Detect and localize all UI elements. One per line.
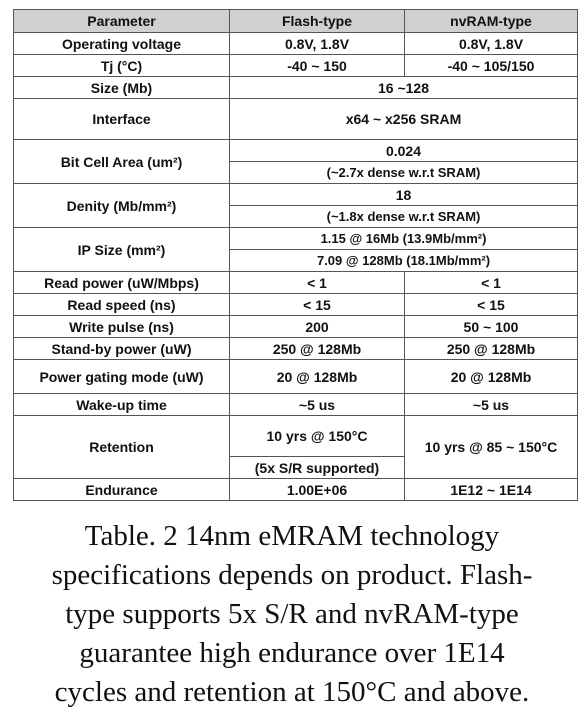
row-power-gating — [14, 360, 578, 394]
flash-cell: ~5 us — [230, 394, 405, 416]
caption-line: cycles and retention at 150°C and above. — [54, 676, 530, 708]
row-label: Bit Cell Area (um²) — [14, 140, 230, 184]
nvram-cell: -40 ~ 105/150 — [405, 55, 578, 77]
shared-cell: 16 ~128 — [230, 77, 578, 99]
table-header-row — [14, 10, 578, 33]
row-standby-power — [14, 338, 578, 360]
spec-table — [13, 9, 578, 501]
header-flash-type: Flash-type — [230, 10, 405, 33]
shared-cell: x64 ~ x256 SRAM — [230, 99, 578, 140]
caption-line: type supports 5x S/R and nvRAM-type — [65, 598, 519, 630]
row-bit-cell-area-a — [14, 140, 578, 162]
flash-cell: < 1 — [230, 272, 405, 294]
caption-line: guarantee high endurance over 1E14 — [79, 637, 505, 669]
row-read-speed — [14, 294, 578, 316]
note-cell: (~1.8x dense w.r.t SRAM) — [230, 206, 578, 228]
row-label: Retention — [14, 416, 230, 479]
nvram-cell: 50 ~ 100 — [405, 316, 578, 338]
nvram-cell: 0.8V, 1.8V — [405, 33, 578, 55]
row-label: Denity (Mb/mm²) — [14, 184, 230, 228]
flash-cell: 0.8V, 1.8V — [230, 33, 405, 55]
shared-cell: 0.024 — [230, 140, 578, 162]
nvram-cell: 20 @ 128Mb — [405, 360, 578, 394]
shared-cell: 18 — [230, 184, 578, 206]
caption-line: Table. 2 14nm eMRAM technology — [84, 520, 500, 552]
row-label: Endurance — [14, 479, 230, 501]
row-wakeup-time — [14, 394, 578, 416]
row-label: Size (Mb) — [14, 77, 230, 99]
row-ip-size-a — [14, 228, 578, 250]
row-read-power — [14, 272, 578, 294]
shared-cell: 7.09 @ 128Mb (18.1Mb/mm²) — [230, 250, 578, 272]
row-label: Wake-up time — [14, 394, 230, 416]
flash-cell: 10 yrs @ 150°C — [230, 416, 405, 457]
row-write-pulse — [14, 316, 578, 338]
flash-cell: 200 — [230, 316, 405, 338]
nvram-cell: 10 yrs @ 85 ~ 150°C — [405, 416, 578, 479]
header-nvram-type: nvRAM-type — [405, 10, 578, 33]
shared-cell: 1.15 @ 16Mb (13.9Mb/mm²) — [230, 228, 578, 250]
nvram-cell: ~5 us — [405, 394, 578, 416]
flash-cell: 1.00E+06 — [230, 479, 405, 501]
row-label: Write pulse (ns) — [14, 316, 230, 338]
row-label: Operating voltage — [14, 33, 230, 55]
row-size — [14, 77, 578, 99]
flash-cell: 20 @ 128Mb — [230, 360, 405, 394]
row-label: Stand-by power (uW) — [14, 338, 230, 360]
nvram-cell: < 15 — [405, 294, 578, 316]
row-endurance — [14, 479, 578, 501]
flash-cell: 250 @ 128Mb — [230, 338, 405, 360]
nvram-cell: 1E12 ~ 1E14 — [405, 479, 578, 501]
row-interface — [14, 99, 578, 140]
flash-note-cell: (5x S/R supported) — [230, 457, 405, 479]
nvram-cell: < 1 — [405, 272, 578, 294]
row-density-a — [14, 184, 578, 206]
row-label: Read speed (ns) — [14, 294, 230, 316]
row-tj — [14, 55, 578, 77]
table-caption — [0, 517, 584, 712]
note-cell: (~2.7x dense w.r.t SRAM) — [230, 162, 578, 184]
row-label: Power gating mode (uW) — [14, 360, 230, 394]
row-label: Tj (°C) — [14, 55, 230, 77]
row-retention-a — [14, 416, 578, 457]
header-parameter: Parameter — [14, 10, 230, 33]
nvram-cell: 250 @ 128Mb — [405, 338, 578, 360]
row-label: Read power (uW/Mbps) — [14, 272, 230, 294]
flash-cell: -40 ~ 150 — [230, 55, 405, 77]
row-label: IP Size (mm²) — [14, 228, 230, 272]
caption-line: specifications depends on product. Flash- — [51, 559, 533, 591]
row-label: Interface — [14, 99, 230, 140]
flash-cell: < 15 — [230, 294, 405, 316]
row-operating-voltage — [14, 33, 578, 55]
